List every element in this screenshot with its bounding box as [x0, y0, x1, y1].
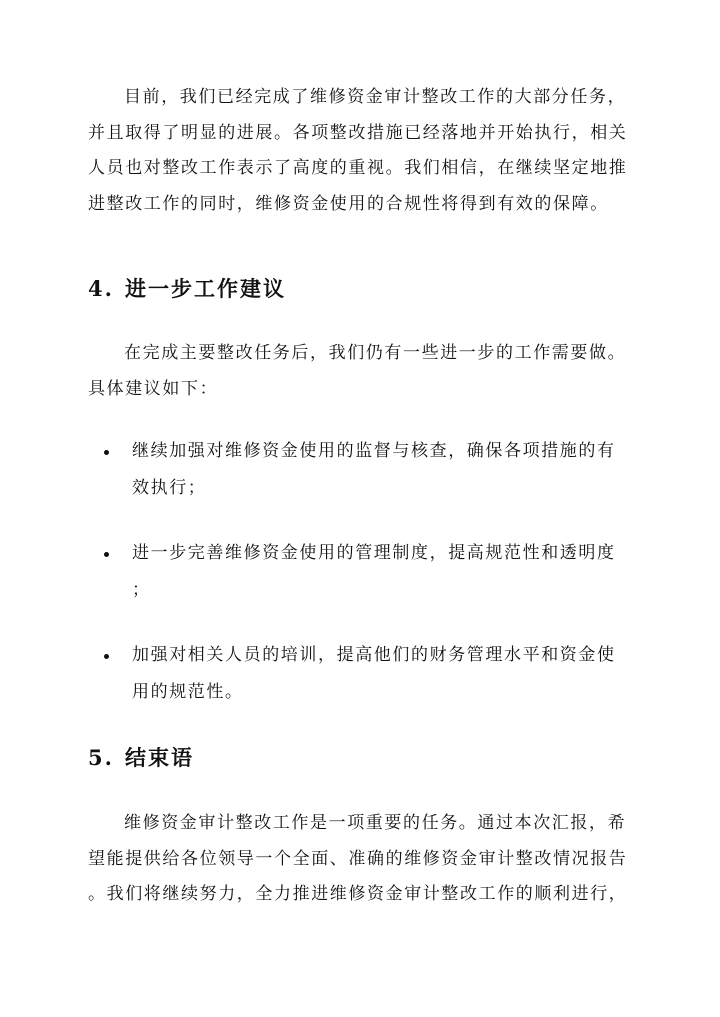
section-number: 5. — [88, 745, 114, 770]
section-5-heading — [88, 742, 194, 772]
section-title: 结束语 — [125, 745, 194, 770]
list-item-line: 用的规范性。 — [132, 682, 244, 702]
paragraph-line: 进整改工作的同时，维修资金使用的合规性将得到有效的保障。 — [88, 193, 609, 214]
list-item-line: ； — [132, 580, 151, 600]
paragraph-line: 目前，我们已经完成了维修资金审计整改工作的大部分任务， — [124, 87, 627, 107]
conclusion-paragraph — [88, 806, 634, 913]
paragraph-line: 人员也对整改工作表示了高度的重视。我们相信，在继续坚定地推 — [88, 158, 628, 178]
list-item-line: 进一步完善维修资金使用的管理制度，提高规范性和透明度 — [132, 543, 616, 563]
bullet-icon — [104, 450, 109, 455]
paragraph-line: 。我们将继续努力，全力推进维修资金审计整改工作的顺利进行， — [88, 884, 628, 904]
progress-paragraph — [88, 80, 634, 222]
list-item-line: 效执行； — [132, 478, 207, 498]
paragraph-line: 维修资金审计整改工作是一项重要的任务。通过本次汇报，希 — [124, 813, 627, 833]
suggestions-intro-paragraph — [88, 336, 634, 407]
list-item-line: 加强对相关人员的培训，提高他们的财务管理水平和资金使 — [132, 645, 616, 665]
paragraph-line: 望能提供给各位领导一个全面、准确的维修资金审计整改情况报告 — [88, 848, 628, 869]
section-number: 4. — [88, 276, 114, 301]
section-4-heading — [88, 273, 286, 303]
bullet-icon — [104, 654, 109, 659]
paragraph-line: 具体建议如下： — [88, 378, 219, 399]
paragraph-line: 在完成主要整改任务后，我们仍有一些进一步的工作需要做。 — [124, 343, 627, 363]
bullet-icon — [104, 552, 109, 557]
list-item-line: 继续加强对维修资金使用的监督与核查，确保各项措施的有 — [132, 441, 616, 461]
section-title: 进一步工作建议 — [125, 276, 286, 301]
paragraph-line: 并且取得了明显的进展。各项整改措施已经落地并开始执行，相关 — [88, 122, 628, 143]
